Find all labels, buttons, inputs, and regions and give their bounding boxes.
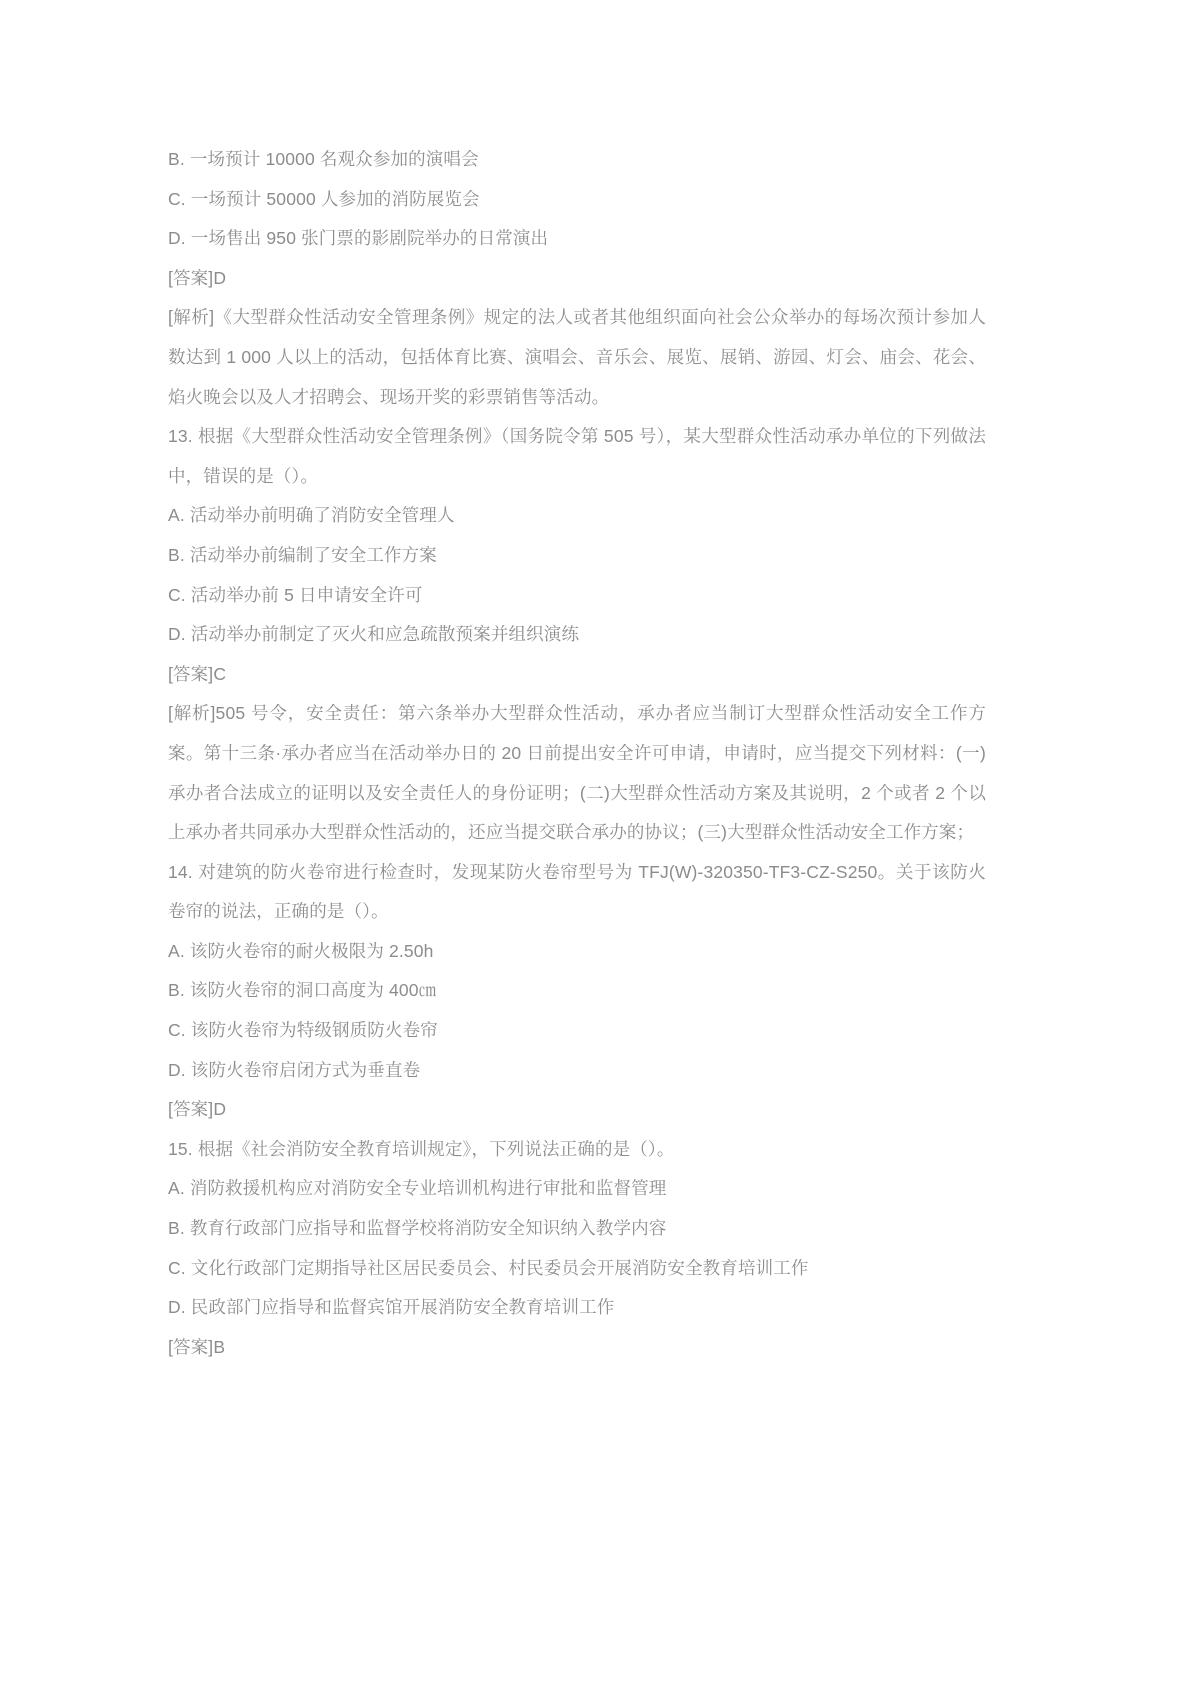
answer-line: [答案]C xyxy=(168,663,227,684)
document-body xyxy=(168,140,986,1367)
answer-line: [答案]D xyxy=(168,1099,227,1120)
option-line: A. 活动举办前明确了消防安全管理人 xyxy=(168,505,455,526)
question-stem: 15. 根据《社会消防安全教育培训规定》，下列说法正确的是（）。 xyxy=(168,1138,675,1159)
question-stem: 13. 根据《大型群众性活动安全管理条例》（国务院令第 505 号），某大型群众性活动承办单位的下列做法中，错误的是（）。 xyxy=(168,426,986,486)
analysis-paragraph: [解析]《大型群众性活动安全管理条例》规定的法人或者其他组织面向社会公众举办的每场次预计参加人数达到 1 000 人以上的活动，包括体育比赛、演唱会、音乐会、展览、展销、游园、灯会、庙会、花会、焰火晚会以及人才招聘会、现场开奖的彩票销售等活动。 xyxy=(168,307,986,407)
option-line: B. 教育行政部门应指导和监督学校将消防安全知识纳入教学内容 xyxy=(168,1218,667,1239)
option-line: A. 该防火卷帘的耐火极限为 2.50h xyxy=(168,940,434,961)
option-line: D. 该防火卷帘启闭方式为垂直卷 xyxy=(168,1059,421,1080)
question-stem: 14. 对建筑的防火卷帘进行检查时，发现某防火卷帘型号为 TFJ(W)-320350-TF3-CZ-S250。关于该防火卷帘的说法，正确的是（）。 xyxy=(168,861,986,922)
answer-line: [答案]B xyxy=(168,1336,226,1357)
option-line: D. 一场售出 950 张门票的影剧院举办的日常演出 xyxy=(168,228,549,249)
option-line: C. 活动举办前 5 日申请安全许可 xyxy=(168,584,423,605)
analysis-paragraph: [解析]505 号令，安全责任：第六条举办大型群众性活动，承办者应当制订大型群众性活动安全工作方案。第十三条·承办者应当在活动举办日的 20 日前提出安全许可申请，申请时，应当提交下列材料：(一)承办者合法成立的证明以及安全责任人的身份证明；(二)大型群众性活动方案及其说明，2 个或者 2 个以上承办者共同承办大型群众性活动的，还应当提交联合承办的协议；(三)大型群众性活动安全工作方案； xyxy=(168,703,986,843)
option-line: B. 一场预计 10000 名观众参加的演唱会 xyxy=(168,149,479,169)
option-line: C. 该防火卷帘为特级钢质防火卷帘 xyxy=(168,1020,438,1041)
answer-line: [答案]D xyxy=(168,267,227,288)
option-line: D. 民政部门应指导和监督宾馆开展消防安全教育培训工作 xyxy=(168,1297,615,1318)
option-line: C. 文化行政部门定期指导社区居民委员会、村民委员会开展消防安全教育培训工作 xyxy=(168,1257,809,1278)
option-line: D. 活动举办前制定了灭火和应急疏散预案并组织演练 xyxy=(168,624,580,645)
option-line: C. 一场预计 50000 人参加的消防展览会 xyxy=(168,188,480,209)
option-line: B. 该防火卷帘的洞口高度为 400㎝ xyxy=(168,980,437,1001)
option-line: A. 消防救援机构应对消防安全专业培训机构进行审批和监督管理 xyxy=(168,1178,667,1199)
option-line: B. 活动举办前编制了安全工作方案 xyxy=(168,544,437,565)
